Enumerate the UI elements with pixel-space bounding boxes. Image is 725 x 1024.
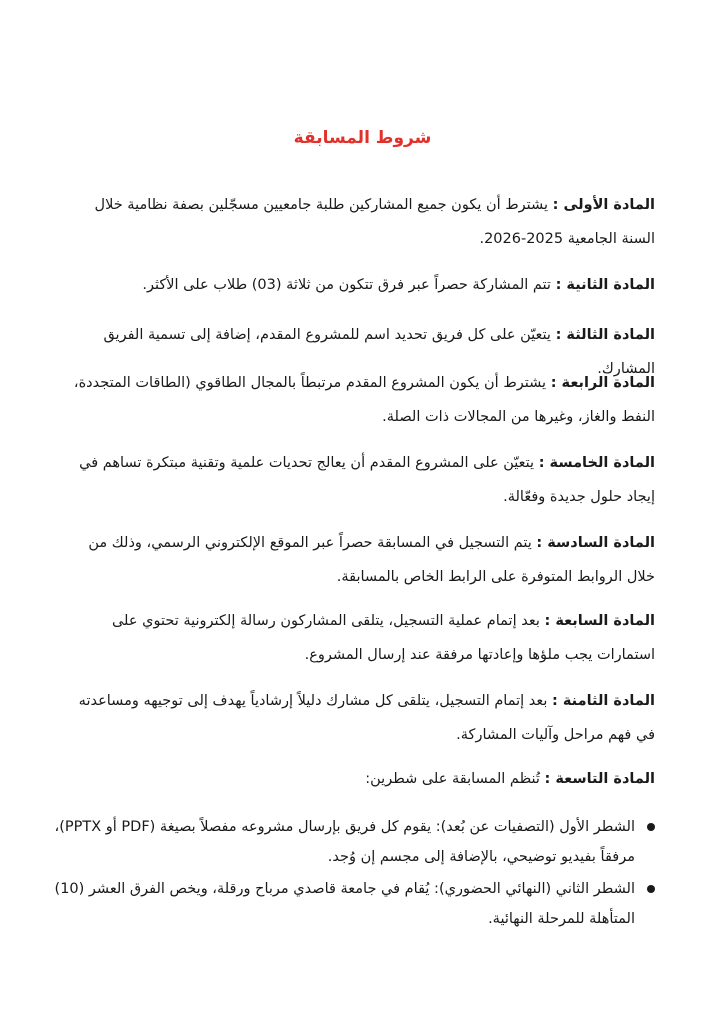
- article-7: [60, 604, 655, 672]
- article-8-text: بعد إتمام التسجيل، يتلقى كل مشارك دليلاً إرشادياً يهدف إلى توجيهه ومساعدته في فهم مراحل وآليات المشاركة.: [78, 693, 655, 743]
- article-2-label: المادة الثانية :: [555, 277, 655, 293]
- phases-list: [45, 812, 655, 936]
- phase-2-text: الشطر الثاني (النهائي الحضوري): يُقام في جامعة قاصدي مرباح ورقلة، ويخص الفرق العشر (10) المتأهلة للمرحلة النهائية.: [54, 881, 635, 927]
- article-5-label: المادة الخامسة :: [538, 455, 655, 471]
- article-9: [60, 762, 655, 796]
- article-8-label: المادة الثامنة :: [552, 693, 655, 709]
- article-8: [60, 684, 655, 752]
- bullet-icon: [647, 885, 655, 893]
- article-4-label: المادة الرابعة :: [550, 375, 655, 391]
- article-1-text: يشترط أن يكون جميع المشاركين طلبة جامعيين مسجّلين بصفة نظامية خلال السنة الجامعية 2025-2026.: [94, 197, 655, 247]
- phase-1-text: الشطر الأول (التصفيات عن بُعد): يقوم كل فريق بإرسال مشروعه مفصلاً بصيغة (PDF أو PPTX)، مرفقاً بفيديو توضيحي، بالإضافة إلى مجسم إن وُجد.: [54, 819, 635, 865]
- article-6-label: المادة السادسة :: [536, 535, 655, 551]
- article-7-label: المادة السابعة :: [544, 613, 655, 629]
- article-2-text: تتم المشاركة حصراً عبر فرق تتكون من ثلاثة (03) طلاب على الأكثر.: [142, 277, 556, 293]
- article-9-text: تُنظم المسابقة على شطرين:: [365, 771, 545, 787]
- article-5: [60, 446, 655, 514]
- article-3-label: المادة الثالثة :: [555, 327, 655, 343]
- article-7-text: بعد إتمام عملية التسجيل، يتلقى المشاركون رسالة إلكترونية تحتوي على استمارات يجب ملؤها وإعادتها مرفقة عند إرسال المشروع.: [111, 613, 655, 663]
- article-6: [60, 526, 655, 594]
- list-item: [45, 812, 635, 872]
- article-1-label: المادة الأولى :: [552, 197, 655, 213]
- article-5-text: يتعيّن على المشروع المقدم أن يعالج تحديات علمية وتقنية مبتكرة تساهم في إيجاد حلول جديدة وفعّالة.: [79, 455, 655, 505]
- article-9-label: المادة التاسعة :: [544, 771, 655, 787]
- bullet-icon: [647, 823, 655, 831]
- article-1: [60, 188, 655, 256]
- article-6-text: يتم التسجيل في المسابقة حصراً عبر الموقع الإلكتروني الرسمي، وذلك من خلال الروابط المتوفرة على الرابط الخاص بالمسابقة.: [88, 535, 655, 585]
- article-3-text: يتعيّن على كل فريق تحديد اسم للمشروع المقدم، إضافة إلى تسمية الفريق المشارك.: [103, 327, 655, 377]
- article-4-text: يشترط أن يكون المشروع المقدم مرتبطاً بالمجال الطاقوي (الطاقات المتجددة، النفط والغاز، وغيرها من المجالات ذات الصلة.: [73, 375, 655, 425]
- article-2: [60, 268, 655, 302]
- page-title: شروط المسابقة: [293, 128, 432, 148]
- article-4: [60, 366, 655, 434]
- list-item: [45, 874, 635, 934]
